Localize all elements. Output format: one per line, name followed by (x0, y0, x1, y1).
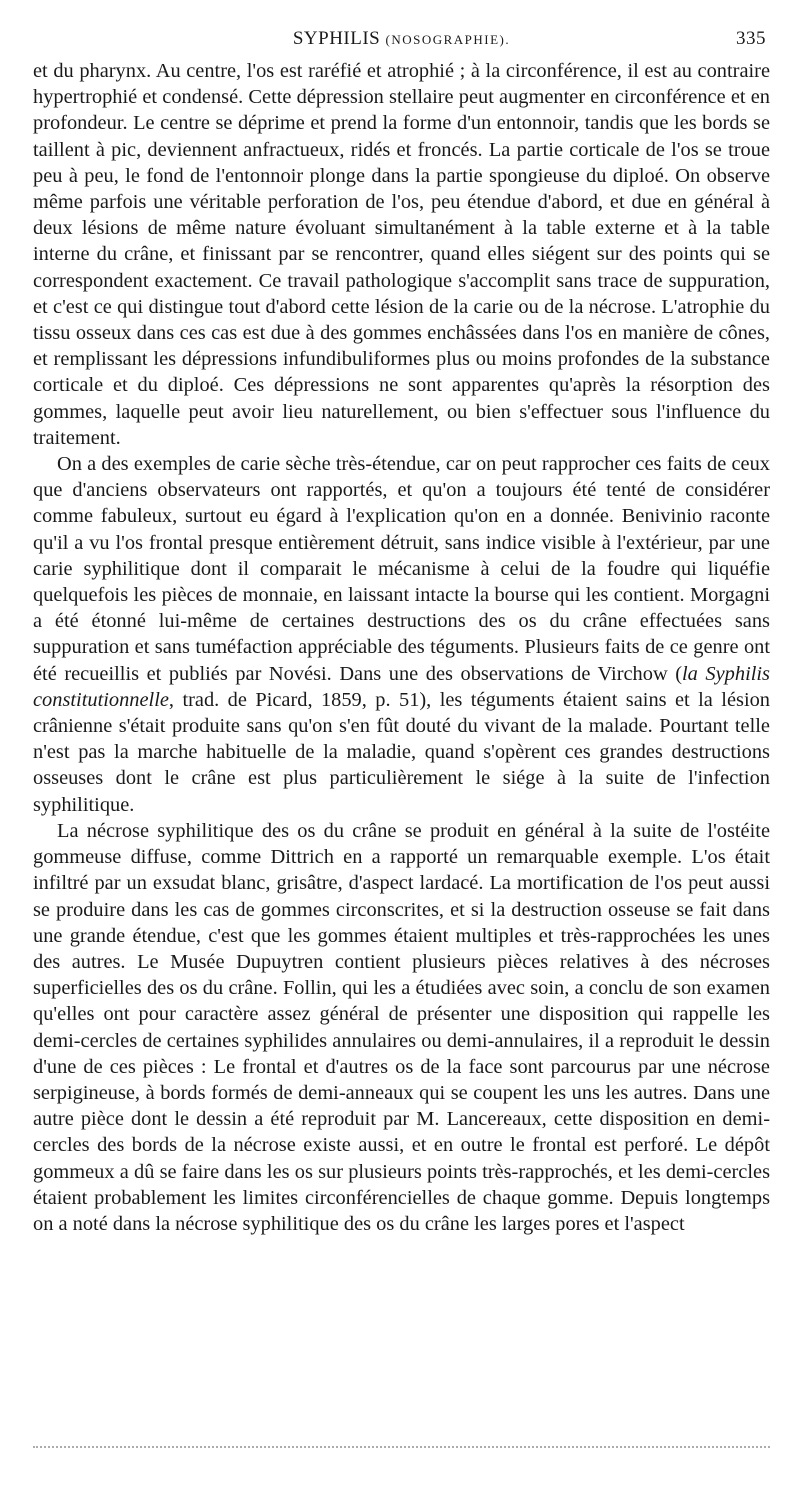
paragraph (33, 818, 770, 1237)
text-run: et du pharynx. Au centre, l'os est raréfié et atrophié ; à la circonférence, il est au contraire hypertrophié et condensé. Cette dépression stellaire peut augmenter en circonférence et en profondeur. Le centre se déprime et prend la forme d'un entonnoir, tandis que les bords se taillent à pic, deviennent anfractueux, ridés et froncés. La partie corticale de l'os se troue peu à peu, le fond de l'entonnoir plonge dans la partie spongieuse du diploé. On observe même parfois une véritable perforation de l'os, peu étendue d'abord, et due en général à deux lésions de même nature évoluant simultanément à la table externe et à la table interne du crâne, et finissant par se rencontrer, quand elles siégent sur des points qui se correspondent exactement. Ce travail pathologique s'accomplit sans trace de suppuration, et c'est ce qui distingue tout d'abord cette lésion de la carie ou de la nécrose. L'atrophie du tissu osseux dans ces cas est due à des gommes enchâssées dans l'os en manière de cônes, et remplissant les dépressions infundibuliformes plus ou moins profondes de la substance corticale et du diploé. Ces dépressions ne sont apparentes qu'après la résorption des gommes, laquelle peut avoir lieu naturellement, ou bien s'effectuer sous l'influence du traitement. (33, 60, 770, 449)
running-title-sub: (NOSOGRAPHIE). (385, 32, 511, 47)
running-title-main: SYPHILIS (292, 28, 381, 49)
text-run: La nécrose syphilitique des os du crâne se produit en général à la suite de l'ostéite gommeuse diffuse, comme Dittrich en a rapporté un remarquable exemple. L'os était infiltré par un exsudat blanc, grisâtre, d'aspect lardacé. La mortification de l'os peut aussi se produire dans les cas de gommes circonscrites, et si la destruction osseuse se fait dans une grande étendue, c'est que les gommes étaient multiples et très-rapprochées les unes des autres. Le Musée Dupuytren contient plusieurs pièces relatives à des nécroses superficielles des os du crâne. Follin, qui les a étudiées avec soin, a conclu de son examen qu'elles ont pour caractère assez général de présenter une disposition qui rappelle les demi-cercles de certaines syphilides annulaires ou demi-annulaires, il a reproduit le dessin d'une de ces pièces : Le frontal et d'autres os de la face sont parcourus par une nécrose serpigineuse, à bords formés de demi-anneaux qui se coupent les uns les autres. Dans une autre pièce dont le dessin a été reproduit par M. Lancereaux, cette disposition en demi-cercles des bords de la nécrose existe aussi, et en outre le frontal est perforé. Le dépôt gommeux a dû se faire dans les os sur plusieurs points très-rapprochés, et les demi-cercles étaient probablement les limites circonférencielles de chaque gomme. Depuis longtemps on a noté dans la nécrose syphilitique des os du crâne les larges pores et l'aspect (33, 819, 770, 1235)
paragraph (33, 58, 770, 451)
body-text (33, 58, 770, 1237)
page-number: 335 (736, 28, 766, 49)
italic-citation: la Syphilis constitutionnelle (33, 662, 770, 711)
footer-rule (33, 1446, 770, 1448)
running-head (33, 28, 770, 54)
text-run: On a des exemples de carie sèche très-étendue, car on peut rapprocher ces faits de ceux que d'anciens observateurs ont rapportés, et qu'on a toujours été tenté de considérer comme fabuleux, surtout eu égard à l'explication qu'on en a donnée. Benivinio raconte qu'il a vu l'os frontal presque entièrement détruit, sans indice visible à l'extérieur, par une carie syphilitique dont il comparait le mécanisme à celui de la foudre qui liquéfie quelquefois les pièces de monnaie, en laissant intacte la bourse qui les contient. Morgagni a été étonné lui-même de certaines destructions des os du crâne effectuées sans suppuration et sans tuméfaction appréciable des téguments. Plusieurs faits de ce genre ont été recueillis et publiés par Novési. Dans une des observations de Virchow ( (33, 453, 770, 685)
book-page (33, 28, 770, 1237)
running-title (33, 28, 770, 50)
paragraph (33, 451, 770, 818)
text-run: , trad. de Picard, 1859, p. 51), les téguments étaient sains et la lésion crânienne s'était produite sans qu'on s'en fût douté du vivant de la malade. Pourtant telle n'est pas la marche habituelle de la maladie, quand s'opèrent ces grandes destructions osseuses dont le crâne est plus particulièrement le siége à la suite de l'infection syphilitique. (33, 688, 770, 816)
